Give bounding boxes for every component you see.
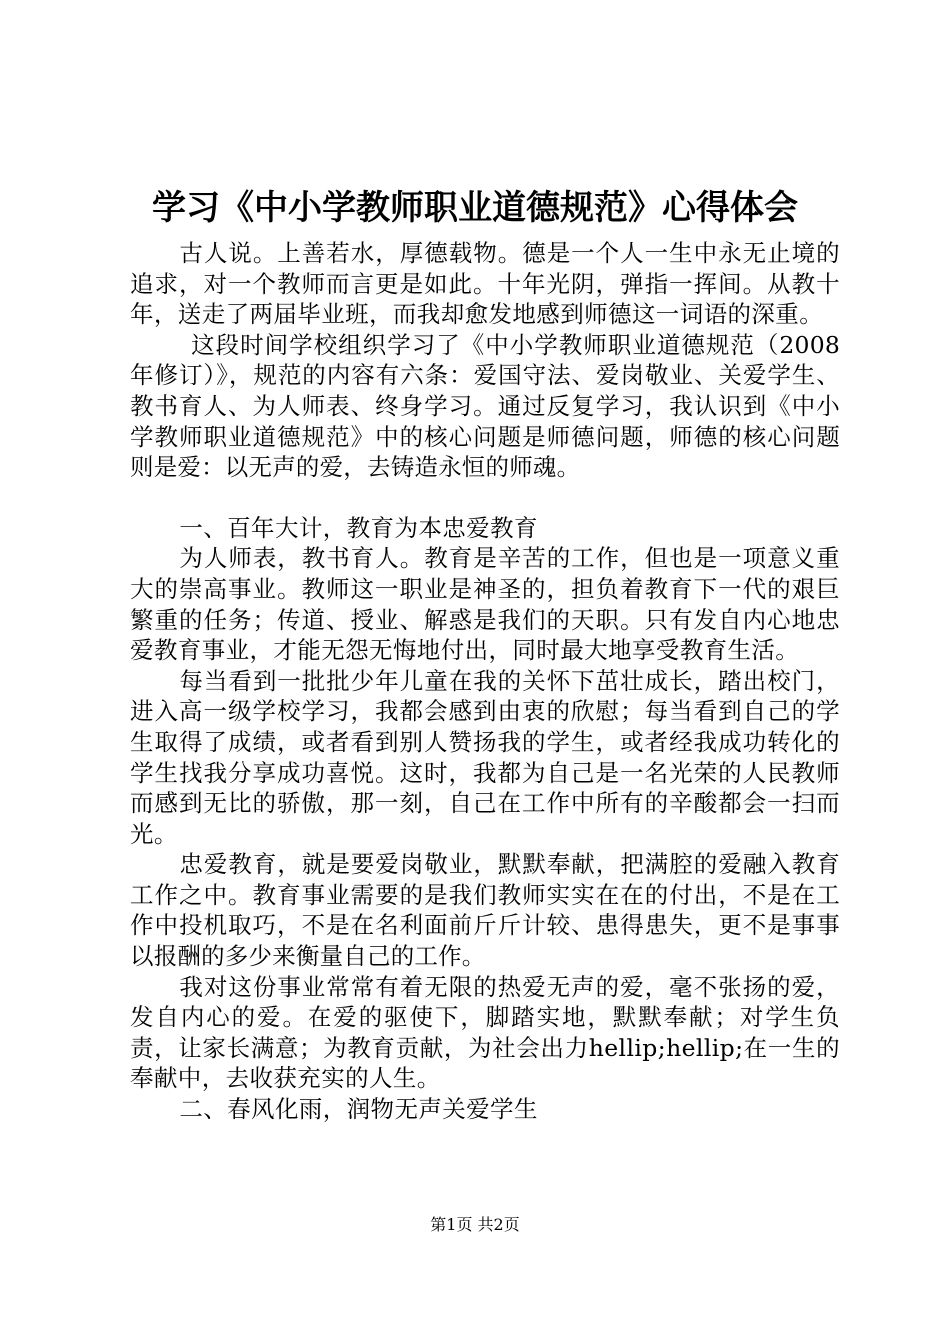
paragraph-intro: 古人说。上善若水，厚德载物。德是一个人一生中永无止境的追求，对一个教师而言更是如此。十年光阴，弹指一挥间。从教十年，送走了两届毕业班，而我却愈发地感到师德这一词语的深重。 [130,239,840,329]
document-body [130,238,840,1125]
document-title: 学习《中小学教师职业道德规范》心得体会 [152,188,798,228]
paragraph-section1-1: 为人师表，教书育人。教育是辛苦的工作，但也是一项意义重大的崇高事业。教师这一职业是神圣的，担负着教育下一代的艰巨繁重的任务；传道、授业、解惑是我们的天职。只有发自内心地忠爱教育事业，才能无怨无悔地付出，同时最大地享受教育生活。 [130,544,840,665]
paragraph-section1-3: 忠爱教育，就是要爱岗敬业，默默奉献，把满腔的爱融入教育工作之中。教育事业需要的是我们教师实实在在的付出，不是在工作中投机取巧，不是在名利面前斤斤计较、患得患失，更不是事事以报酬的多少来衡量自己的工作。 [130,850,840,971]
page-number-footer: 第1页 共2页 [430,1215,520,1234]
section-heading-2: 二、春风化雨，润物无声关爱学生 [179,1095,538,1124]
paragraph-regulation: 这段时间学校组织学习了《中小学教师职业道德规范（2008年修订）》，规范的内容有六条：爱国守法、爱岗敬业、关爱学生、教书育人、为人师表、终身学习。通过反复学习，我认识到《中小学教师职业道德规范》中的核心问题是师德问题，师德的核心问题则是爱：以无声的爱，去铸造永恒的师魂。 [130,330,840,482]
paragraph-section1-4: 我对这份事业常常有着无限的热爱无声的爱，毫不张扬的爱，发自内心的爱。在爱的驱使下，脚踏实地，默默奉献；对学生负责，让家长满意；为教育贡献，为社会出力hellip;hellip;在一生的奉献中，去收获充实的人生。 [130,972,840,1093]
paragraph-section1-2: 每当看到一批批少年儿童在我的关怀下茁壮成长，踏出校门，进入高一级学校学习，我都会感到由衷的欣慰；每当看到自己的学生取得了成绩，或者看到别人赞扬我的学生，或者经我成功转化的学生找我分享成功喜悦。这时，我都为自己是一名光荣的人民教师而感到无比的骄傲，那一刻，自己在工作中所有的辛酸都会一扫而光。 [130,666,840,848]
section-heading-1: 一、百年大计，教育为本忠爱教育 [179,513,538,542]
